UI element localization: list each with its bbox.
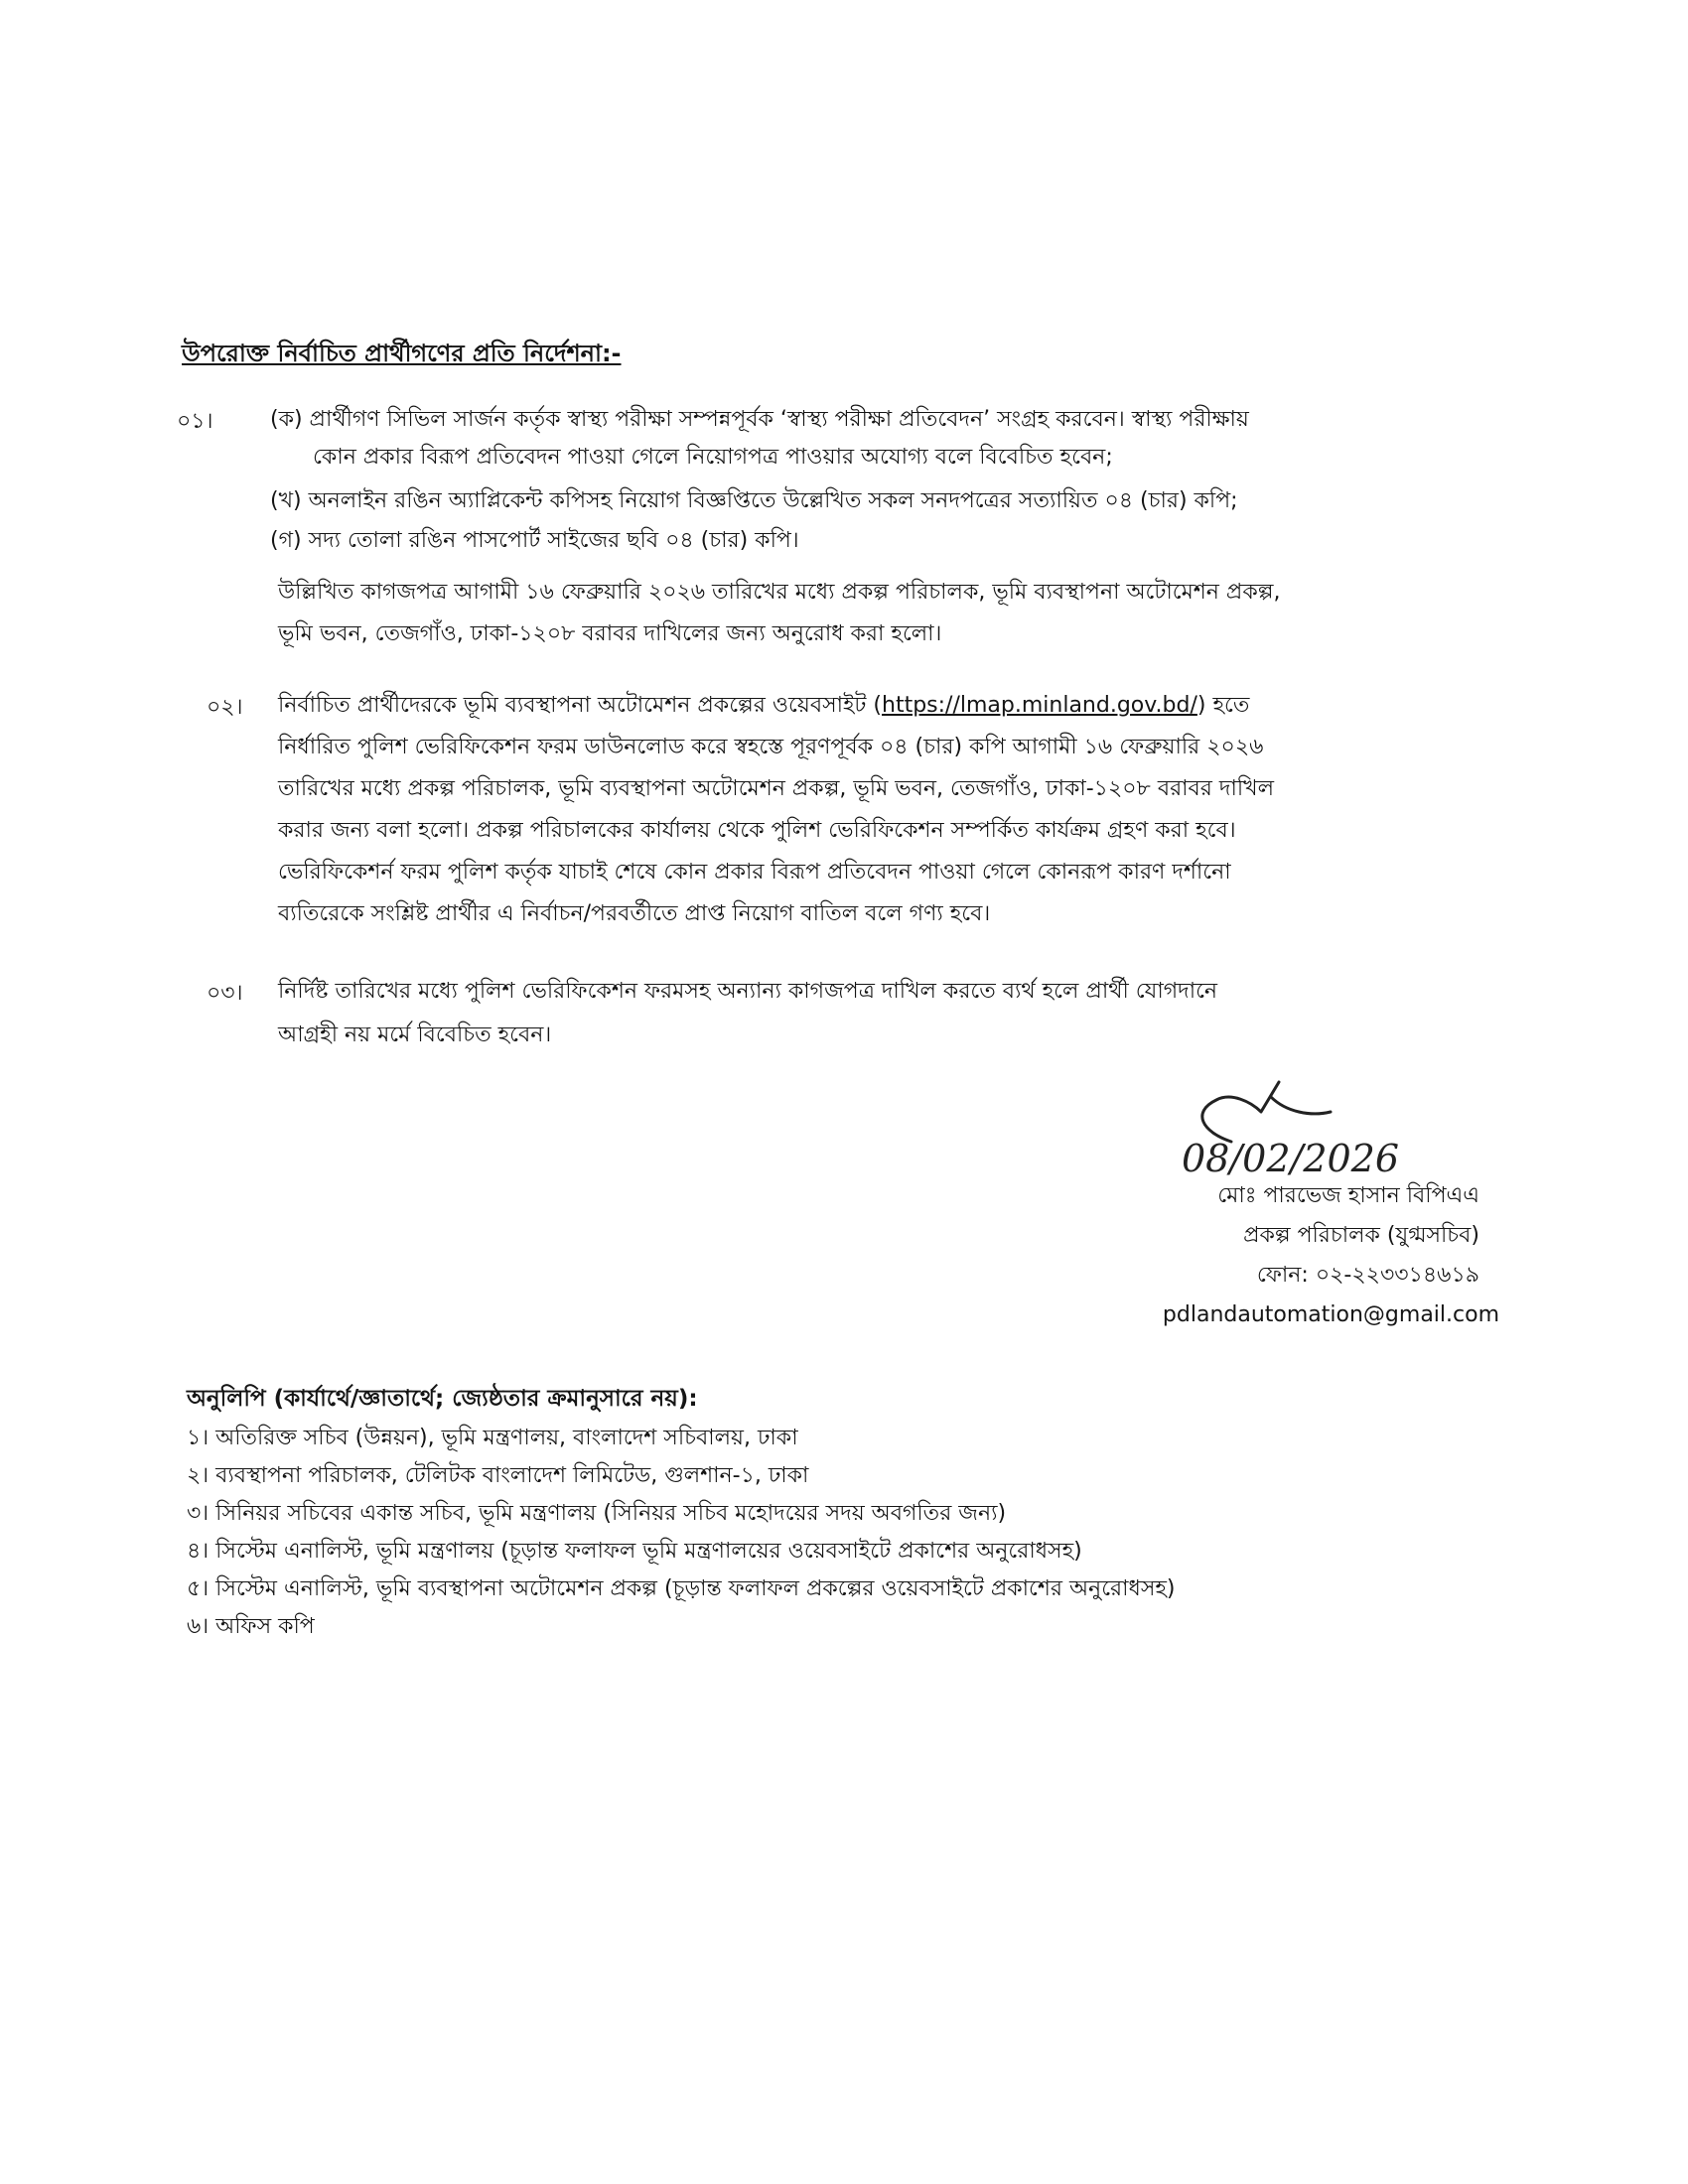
signatory-designation: প্রকল্প পরিচালক (যুগ্মসচিব) (1243, 1223, 1479, 1248)
signatory-phone: ফোন: ০২-২২৩৩১৪৬১৯ (1256, 1263, 1479, 1288)
section-1-line: (গ) সদ্য তোলা রঙিন পাসপোর্ট সাইজের ছবি ০৪ (চার) কপি। (270, 528, 799, 553)
signature-date: 08/02/2026 (1182, 1137, 1400, 1180)
section-2-text: ) হতে (1196, 693, 1250, 718)
signatory-name: মোঃ পারভেজ হাসান বিপিএএ (1217, 1183, 1479, 1208)
section-2-line: তারিখের মধ্যে প্রকল্প পরিচালক, ভূমি ব্যবস্থাপনা অটোমেশন প্রকল্প, ভূমি ভবন, তেজগাঁও, ঢাকা-১২০৮ বরাবর দাখিল (278, 776, 1274, 801)
section-1-note-line: ভূমি ভবন, তেজগাঁও, ঢাকা-১২০৮ বরাবর দাখিলের জন্য অনুরোধ করা হলো। (278, 621, 942, 646)
cc-heading: অনুলিপি (কার্যার্থে/জ্ঞাতার্থে; জ্যেষ্ঠতার ক্রমানুসারে নয়): (187, 1386, 698, 1412)
cc-list (187, 1420, 1176, 1646)
instructions-heading: উপরোক্ত নির্বাচিত প্রার্থীগণের প্রতি নির্দেশনা:- (182, 340, 622, 367)
section-2-text: নির্বাচিত প্রার্থীদেরকে ভূমি ব্যবস্থাপনা অটোমেশন প্রকল্পের ওয়েবসাইট ( (278, 693, 882, 718)
section-1-line: কোন প্রকার বিরূপ প্রতিবেদন পাওয়া গেলে নিয়োগপত্র পাওয়ার অযোগ্য বলে বিবেচিত হবেন; (313, 445, 1113, 470)
section-1-line: (খ) অনলাইন রঙিন অ্যাপ্লিকেন্ট কপিসহ নিয়োগ বিজ্ঞপ্তিতে উল্লেখিত সকল সনদপত্রের সত্যায়িত ০৪ (চার) কপি; (270, 488, 1238, 513)
section-2-line: ভেরিফিকেশর্ন ফরম পুলিশ কর্তৃক যাচাই শেষে কোন প্রকার বিরূপ প্রতিবেদন পাওয়া গেলে কোনরূপ কারণ দর্শানো (278, 860, 1231, 885)
signatory-email: pdlandautomation@gmail.com (1162, 1302, 1499, 1327)
cc-item: ৬। অফিস কপি (187, 1614, 315, 1639)
section-2-number: ০২। (207, 695, 243, 720)
section-2-line: ব্যতিরেকে সংশ্লিষ্ট প্রার্থীর এ নির্বাচন/পরবর্তীতে প্রাপ্ত নিয়োগ বাতিল বলে গণ্য হবে। (278, 901, 991, 926)
cc-item: ৪। সিস্টেম এনালিস্ট, ভূমি মন্ত্রণালয় (চূড়ান্ত ফলাফল ভূমি মন্ত্রণালয়ের ওয়েবসাইটে প্রকাশের অনুরোধসহ) (187, 1539, 1082, 1564)
cc-item: ৫। সিস্টেম এনালিস্ট, ভূমি ব্যবস্থাপনা অটোমেশন প্রকল্প (চূড়ান্ত ফলাফল প্রকল্পের ওয়েবসাইটে প্রকাশের অনুরোধসহ) (187, 1576, 1176, 1601)
section-3-line: আগ্রহী নয় মর্মে বিবেচিত হবেন। (278, 1023, 552, 1047)
lmap-website-link[interactable]: https://lmap.minland.gov.bd/ (882, 693, 1197, 718)
signature-block (993, 1072, 1509, 1340)
cc-item: ৩। সিনিয়র সচিবের একান্ত সচিব, ভূমি মন্ত্রণালয় (সিনিয়র সচিব মহোদয়ের সদয় অবগতির জন্য) (187, 1501, 1007, 1526)
section-3-number: ০৩। (207, 981, 243, 1006)
cc-item: ১। অতিরিক্ত সচিব (উন্নয়ন), ভূমি মন্ত্রণালয়, বাংলাদেশ সচিবালয়, ঢাকা (187, 1426, 798, 1450)
section-1-number: ০১। (177, 409, 213, 434)
handwritten-signature (1162, 1072, 1499, 1181)
section-2-line: নির্ধারিত পুলিশ ভেরিফিকেশন ফরম ডাউনলোড করে স্বহস্তে পূরণপূর্বক ০৪ (চার) কপি আগামী ১৬ ফেব্রুয়ারি ২০২৬ (278, 735, 1264, 759)
cc-item: ২। ব্যবস্থাপনা পরিচালক, টেলিটক বাংলাদেশ লিমিটেড, গুলশান-১, ঢাকা (187, 1463, 809, 1488)
section-1-note-line: উল্লিখিত কাগজপত্র আগামী ১৬ ফেব্রুয়ারি ২০২৬ তারিখের মধ্যে প্রকল্প পরিচালক, ভূমি ব্যবস্থাপনা অটোমেশন প্রকল্প, (278, 580, 1281, 605)
section-3-line: নির্দিষ্ট তারিখের মধ্যে পুলিশ ভেরিফিকেশন ফরমসহ অন্যান্য কাগজপত্র দাখিল করতে ব্যর্থ হলে প্রার্থী যোগদানে (278, 979, 1218, 1004)
section-1-line: (ক) প্রার্থীগণ সিভিল সার্জন কর্তৃক স্বাস্থ্য পরীক্ষা সম্পন্নপূর্বক ‘স্বাস্থ্য পরীক্ষা প্রতিবেদন’ সংগ্রহ করবেন। স্বাস্থ্য পরীক্ষায় (270, 407, 1249, 432)
section-2-line: করার জন্য বলা হলো। প্রকল্প পরিচালকের কার্যালয় থেকে পুলিশ ভেরিফিকেশন সম্পর্কিত কার্যক্রম গ্রহণ করা হবে। (278, 818, 1236, 843)
section-2-first-line (278, 691, 1249, 721)
